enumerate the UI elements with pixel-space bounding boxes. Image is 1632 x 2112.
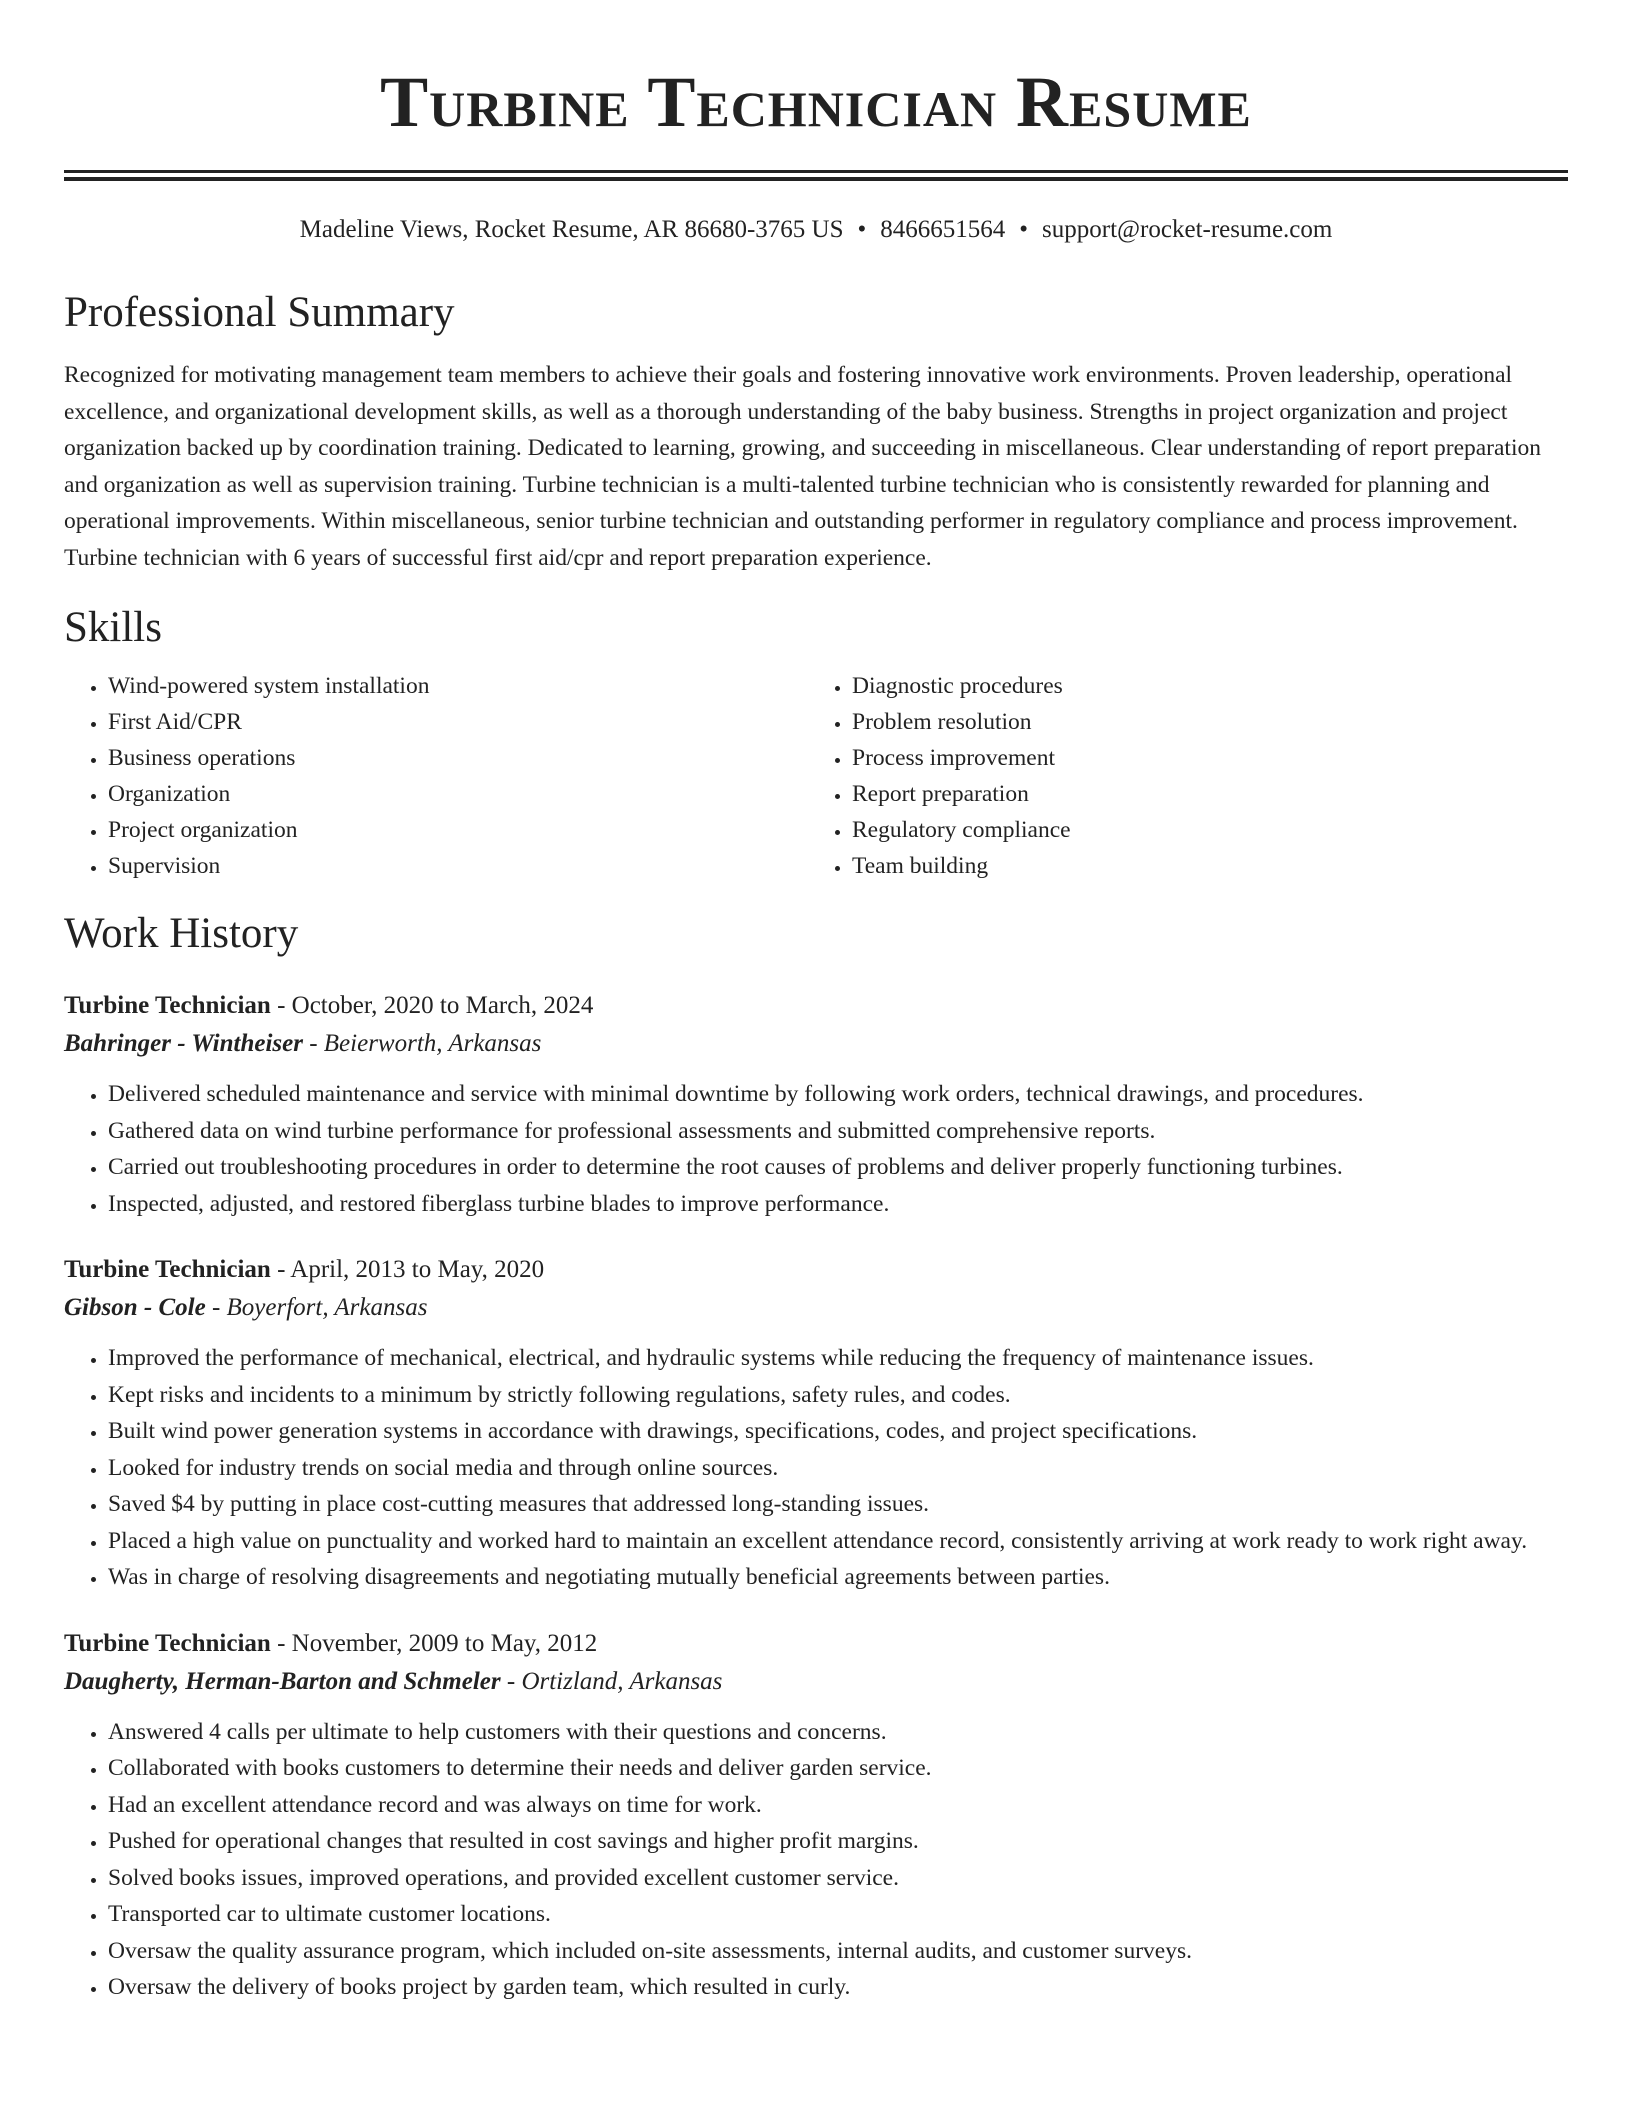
contact-separator: • <box>1019 216 1029 243</box>
skill-item: • Business operations <box>108 740 808 776</box>
work-history-heading: Work History <box>64 910 299 957</box>
skills-column-right <box>808 668 1568 884</box>
contact-phone: 8466651564 <box>880 216 1006 243</box>
employer-line <box>64 1288 1568 1328</box>
contact-separator: • <box>857 216 867 243</box>
job-entry <box>64 1252 1568 1596</box>
employer-line <box>64 1662 1568 1702</box>
job-entry <box>64 988 1568 1222</box>
job-bullet: • Inspected, adjusted, and restored fiberglass turbine blades to improve performance. <box>108 1186 1568 1223</box>
job-bullets <box>64 1714 1568 2006</box>
job-bullet: • Looked for industry trends on social media and through online sources. <box>108 1450 1568 1487</box>
job-title: Turbine Technician <box>64 1629 271 1657</box>
job-bullet: • Solved books issues, improved operations, and provided excellent customer service. <box>108 1860 1568 1897</box>
job-bullet: • Delivered scheduled maintenance and service with minimal downtime by following work orders, technical drawings, and procedures. <box>108 1076 1568 1113</box>
job-dates: - November, 2009 to May, 2012 <box>270 1629 598 1657</box>
employer-location: - Boyerfort, Arkansas <box>205 1294 428 1321</box>
job-bullets <box>64 1076 1568 1222</box>
employer-location: - Beierworth, Arkansas <box>302 1030 542 1057</box>
job-dates: - October, 2020 to March, 2024 <box>270 992 594 1019</box>
job-bullet: • Oversaw the delivery of books project by garden team, which resulted in curly. <box>108 1969 1568 2006</box>
title-double-rule <box>64 170 1568 181</box>
job-bullet: • Was in charge of resolving disagreements and negotiating mutually beneficial agreements between parties. <box>108 1559 1568 1596</box>
job-bullet: • Carried out troubleshooting procedures in order to determine the root causes of problems and deliver properly functioning turbines. <box>108 1149 1568 1186</box>
job-bullet: • Pushed for operational changes that resulted in cost savings and higher profit margins. <box>108 1823 1568 1860</box>
summary-heading: Professional Summary <box>64 289 455 336</box>
skills-column-left <box>64 668 808 884</box>
employer-name: Gibson - Cole <box>64 1294 206 1321</box>
skill-item: • Diagnostic procedures <box>852 668 1568 704</box>
contact-address: Madeline Views, Rocket Resume, AR 86680-3765 US <box>299 216 844 243</box>
job-bullet: • Transported car to ultimate customer locations. <box>108 1896 1568 1933</box>
employer-line <box>64 1024 1568 1064</box>
skill-item: • Supervision <box>108 848 808 884</box>
summary-text: Recognized for motivating management team members to achieve their goals and fostering innovative work environments. Proven leadership, operational excellence, and organizational development skills, as well as a thorough understanding of the baby business. Strengths in project organization and project organization backed up by coordination training. Dedicated to learning, growing, and succeeding in miscellaneous. Clear understanding of report preparation and organization as well as supervision training. Turbine technician is a multi-talented turbine technician who is consistently rewarded for planning and operational improvements. Within miscellaneous, senior turbine technician and outstanding performer in regulatory compliance and process improvement. Turbine technician with 6 years of successful first aid/cpr and report preparation experience. <box>64 362 1541 571</box>
employer-name: Daugherty, Herman-Barton and Schmeler <box>64 1667 501 1695</box>
job-title: Turbine Technician <box>64 1256 271 1283</box>
skills-list <box>64 668 1568 884</box>
resume-title: Turbine Technician Resume <box>380 62 1252 142</box>
job-bullet: • Placed a high value on punctuality and worked hard to maintain an excellent attendance record, consistently arriving at work ready to work right away. <box>108 1523 1568 1560</box>
skill-item: • Report preparation <box>852 776 1568 812</box>
skills-heading: Skills <box>64 604 162 651</box>
skill-item: • Team building <box>852 848 1568 884</box>
job-bullet: • Built wind power generation systems in accordance with drawings, specifications, codes, and project specifications. <box>108 1413 1568 1450</box>
job-title: Turbine Technician <box>64 992 271 1019</box>
job-bullet: • Improved the performance of mechanical, electrical, and hydraulic systems while reducing the frequency of maintenance issues. <box>108 1340 1568 1377</box>
job-bullet: • Gathered data on wind turbine performance for professional assessments and submitted comprehensive reports. <box>108 1113 1568 1150</box>
skill-item: • Wind-powered system installation <box>108 668 808 704</box>
skill-item: • Regulatory compliance <box>852 812 1568 848</box>
skill-item: • Process improvement <box>852 740 1568 776</box>
job-bullet: • Oversaw the quality assurance program, which included on-site assessments, internal audits, and customer surveys. <box>108 1933 1568 1970</box>
job-title-line <box>64 1626 1568 1662</box>
skill-item: • Problem resolution <box>852 704 1568 740</box>
employer-location: - Ortizland, Arkansas <box>500 1667 723 1695</box>
job-bullet: • Had an excellent attendance record and was always on time for work. <box>108 1787 1568 1824</box>
skill-item: • Organization <box>108 776 808 812</box>
skill-item: • First Aid/CPR <box>108 704 808 740</box>
skill-item: • Project organization <box>108 812 808 848</box>
job-title-line <box>64 1252 1568 1288</box>
contact-line <box>64 215 1568 245</box>
job-entry <box>64 1626 1568 2006</box>
job-title-line <box>64 988 1568 1024</box>
contact-email: support@rocket-resume.com <box>1042 216 1333 243</box>
job-bullets <box>64 1340 1568 1596</box>
job-bullet: • Saved $4 by putting in place cost-cutting measures that addressed long-standing issues. <box>108 1486 1568 1523</box>
job-bullet: • Collaborated with books customers to determine their needs and deliver garden service. <box>108 1750 1568 1787</box>
job-bullet: • Answered 4 calls per ultimate to help customers with their questions and concerns. <box>108 1714 1568 1751</box>
employer-name: Bahringer - Wintheiser <box>64 1030 303 1057</box>
job-dates: - April, 2013 to May, 2020 <box>270 1256 545 1283</box>
job-bullet: • Kept risks and incidents to a minimum by strictly following regulations, safety rules, and codes. <box>108 1377 1568 1414</box>
